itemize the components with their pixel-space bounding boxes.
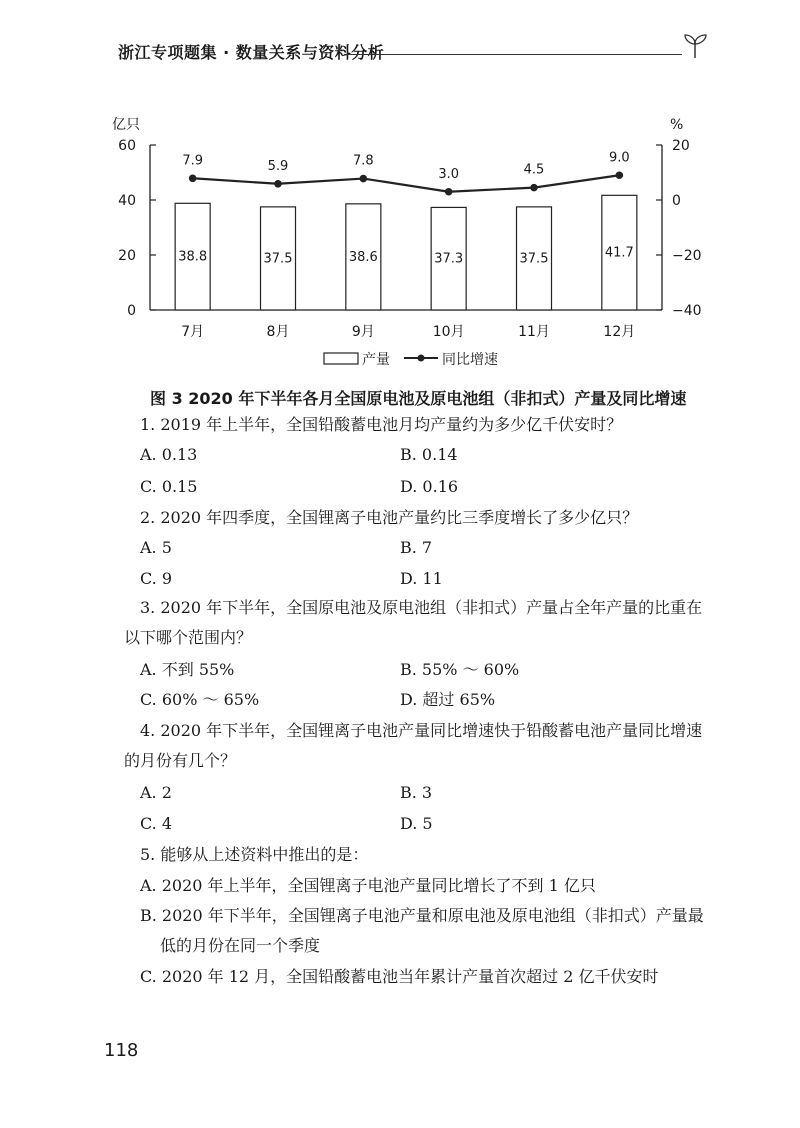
question-2-option-d: D. 11 xyxy=(400,569,443,588)
question-2-stem: 2. 2020 年四季度，全国锂离子电池产量约比三季度增长了多少亿只？ xyxy=(140,508,639,527)
growth-value-label: 3.0 xyxy=(438,166,460,182)
left-axis-tick-label: 40 xyxy=(118,193,136,209)
bar-value-label: 41.7 xyxy=(604,245,634,261)
figure-caption: 图 3 2020 年下半年各月全国原电池及原电池组（非扣式）产量及同比增速 xyxy=(150,389,687,408)
growth-point xyxy=(530,184,538,192)
right-axis-tick-label: −40 xyxy=(672,303,702,319)
question-1-option-c: C. 0.15 xyxy=(140,477,198,496)
left-unit-label: 亿只 xyxy=(112,117,140,133)
bar-value-label: 38.6 xyxy=(348,249,378,265)
growth-point xyxy=(189,174,197,182)
question-2-option-c: C. 9 xyxy=(140,569,173,588)
x-axis-tick-label: 11月 xyxy=(518,324,550,340)
question-3-option-d: D. 超过 65% xyxy=(400,690,496,709)
chart-legend xyxy=(324,351,498,368)
bar-value-label: 37.3 xyxy=(434,251,464,267)
x-axis-tick-label: 7月 xyxy=(181,324,205,340)
question-3-stem: 3. 2020 年下半年，全国原电池及原电池组（非扣式）产量占全年产量的比重在 xyxy=(140,598,703,617)
right-axis-tick-label: −20 xyxy=(672,248,702,264)
question-4-option-d: D. 5 xyxy=(400,814,433,833)
growth-point xyxy=(360,175,368,183)
bar-line-chart xyxy=(0,100,800,390)
left-axis-tick-label: 0 xyxy=(127,303,136,319)
question-5-stem: 5. 能够从上述资料中推出的是： xyxy=(140,845,369,864)
x-axis-tick-label: 12月 xyxy=(603,324,636,340)
right-axis-tick-label: 20 xyxy=(672,138,690,154)
growth-line xyxy=(193,175,620,192)
question-2-option-a: A. 5 xyxy=(140,538,172,557)
page-number: 118 xyxy=(104,1040,139,1061)
question-5-option-b: B. 2020 年下半年，全国锂离子电池产量和原电池及原电池组（非扣式）产量最 xyxy=(140,906,704,925)
legend-line-label: 同比增速 xyxy=(442,352,498,368)
right-axis-tick-label: 0 xyxy=(672,193,681,209)
question-4-option-a: A. 2 xyxy=(140,783,172,802)
growth-value-label: 7.9 xyxy=(182,153,204,169)
question-5-option-c: C. 2020 年 12 月，全国铅酸蓄电池当年累计产量首次超过 2 亿千伏安时 xyxy=(140,967,659,986)
growth-value-label: 7.8 xyxy=(352,153,374,169)
question-1-option-a: A. 0.13 xyxy=(140,445,198,464)
growth-point xyxy=(445,188,453,196)
question-3-option-c: C. 60% ～ 65% xyxy=(140,690,260,709)
legend-bar-label: 产量 xyxy=(362,352,390,368)
question-1-stem: 1. 2019 年上半年，全国铅酸蓄电池月均产量约为多少亿千伏安时？ xyxy=(140,415,623,434)
right-unit-label: % xyxy=(670,117,684,133)
bar-value-label: 38.8 xyxy=(178,249,208,265)
question-3-option-a: A. 不到 55% xyxy=(140,660,235,679)
growth-point xyxy=(274,180,282,188)
x-axis xyxy=(150,310,662,340)
x-axis-tick-label: 8月 xyxy=(266,324,290,340)
bar-value-label: 37.5 xyxy=(519,251,549,267)
question-4-option-b: B. 3 xyxy=(400,783,433,802)
growth-value-label: 5.9 xyxy=(267,158,289,174)
question-5-option-a: A. 2020 年上半年，全国锂离子电池产量同比增长了不到 1 亿只 xyxy=(140,876,596,895)
question-3-option-b: B. 55% ～ 60% xyxy=(400,660,520,679)
growth-value-label: 4.5 xyxy=(523,162,545,178)
running-header: 浙江专项题集 · 数量关系与资料分析 xyxy=(118,43,385,62)
legend-bar-swatch xyxy=(324,353,358,364)
question-4-option-c: C. 4 xyxy=(140,814,173,833)
bar-value-label: 37.5 xyxy=(263,251,293,267)
growth-point xyxy=(616,171,624,179)
growth-line-series xyxy=(182,150,629,195)
question-5-option-b-continued: 低的月份在同一个季度 xyxy=(160,936,321,955)
left-axis-tick-label: 60 xyxy=(118,138,136,154)
right-axis xyxy=(656,138,702,319)
question-3-stem-continued: 以下哪个范围内？ xyxy=(124,628,253,647)
x-axis-tick-label: 10月 xyxy=(432,324,465,340)
question-4-stem: 4. 2020 年下半年，全国锂离子电池产量同比增速快于铅酸蓄电池产量同比增速 xyxy=(140,721,703,740)
bars-series xyxy=(175,195,637,310)
x-axis-tick-label: 9月 xyxy=(351,324,375,340)
left-axis xyxy=(118,138,156,319)
left-axis-tick-label: 20 xyxy=(118,248,136,264)
legend-line-marker xyxy=(418,355,425,362)
growth-value-label: 9.0 xyxy=(608,150,630,166)
question-1-option-d: D. 0.16 xyxy=(400,477,459,496)
question-4-stem-continued: 的月份有几个？ xyxy=(124,751,237,770)
question-2-option-b: B. 7 xyxy=(400,538,433,557)
sprout-icon xyxy=(680,30,710,60)
header-rule xyxy=(344,54,682,55)
question-1-option-b: B. 0.14 xyxy=(400,445,458,464)
